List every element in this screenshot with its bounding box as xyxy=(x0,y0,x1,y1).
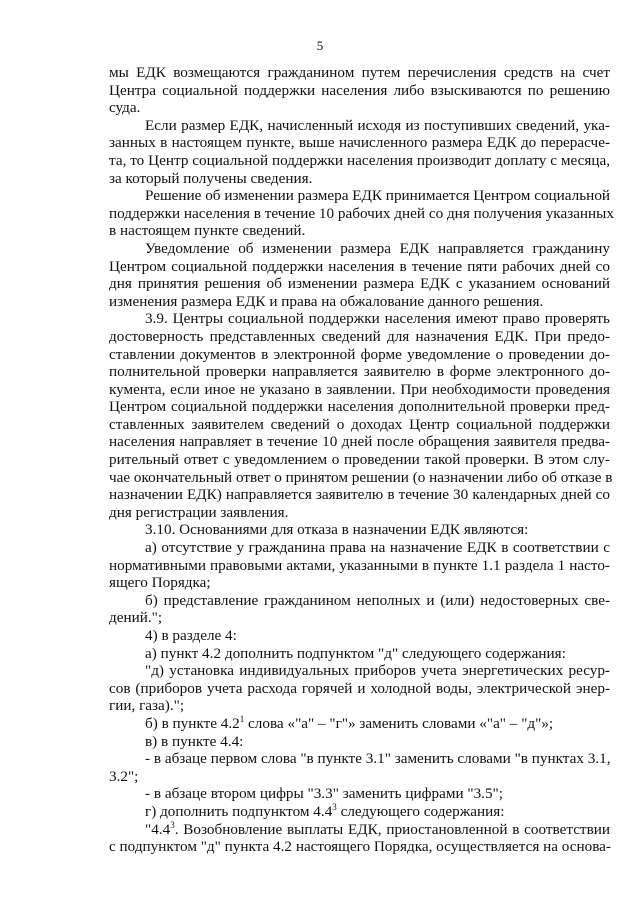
line-text: рительный ответ с уведомлением о проведении такой проверки. В этом слу- xyxy=(109,451,610,469)
text-line xyxy=(109,433,610,451)
line-text: суда. xyxy=(109,99,141,117)
text-line xyxy=(109,539,610,557)
page-number: 5 xyxy=(316,38,324,53)
line-text: а) пункт 4.2 дополнить подпунктом "д" следующего содержания: xyxy=(145,644,566,662)
line-text: Если размер ЕДК, начисленный исходя из поступивших сведений, ука- xyxy=(145,116,610,134)
text-line xyxy=(109,821,610,839)
text-line xyxy=(109,346,610,364)
text-line xyxy=(109,662,610,680)
text-line xyxy=(109,557,610,575)
line-text: 3.2"; xyxy=(109,767,139,785)
line-text: ставленных заявителем сведений о доходах Центр социальной поддержки xyxy=(109,415,610,433)
text-line xyxy=(109,592,610,610)
line-text: "д) установка индивидуальных приборов учета энергетических ресур- xyxy=(145,662,610,680)
line-text: с подпунктом "д" пункта 4.2 настоящего Порядка, осуществляется на основа- xyxy=(109,838,611,856)
line-text: - в абзаце втором цифры "3.3" заменить цифрами "3.5"; xyxy=(145,785,503,803)
text-line xyxy=(109,381,610,399)
text-line xyxy=(109,768,610,786)
line-text: ставлении документов в электронной форме уведомление о проведении до- xyxy=(109,345,610,363)
text-line xyxy=(109,134,610,152)
text-line xyxy=(109,398,610,416)
text-line xyxy=(109,240,610,258)
text-line xyxy=(109,293,610,311)
text-line xyxy=(109,486,610,504)
superscript: 3 xyxy=(170,819,175,830)
line-text: 3.10. Основаниями для отказа в назначении ЕДК являются: xyxy=(145,521,529,539)
text-line xyxy=(109,170,610,188)
line-text: в настоящем пункте сведений. xyxy=(109,222,306,240)
line-text: "4.4 xyxy=(145,820,171,838)
line-text: нормативными правовыми актами, указанными в пункте 1.1 раздела 1 насто- xyxy=(109,556,610,574)
text-line xyxy=(109,680,610,698)
line-text: изменения размера ЕДК и права на обжалование данного решения. xyxy=(109,292,544,310)
text-line xyxy=(109,627,610,645)
line-text: 4) в разделе 4: xyxy=(145,627,237,644)
text-line xyxy=(109,82,610,100)
line-text-continued: слова «"а" – "г"» заменить словами «"а" – "д"»; xyxy=(244,714,554,732)
line-text: дня принятия решения об изменении размера ЕДК с указанием оснований xyxy=(109,275,610,293)
line-text: мы ЕДК возмещаются гражданином путем перечисления средств на счет xyxy=(109,64,610,81)
text-line xyxy=(109,609,610,627)
line-text: б) представление гражданином неполных и (или) недостоверных све- xyxy=(145,591,610,609)
text-line xyxy=(109,187,610,205)
text-line xyxy=(109,715,610,733)
line-text: за который получены сведения. xyxy=(109,169,313,187)
line-text: г) дополнить подпунктом 4.4 xyxy=(145,802,333,820)
text-line xyxy=(109,521,610,539)
text-line xyxy=(109,117,610,135)
line-text: чае окончательный ответ о принятом решении (о назначении либо об отказе в xyxy=(109,468,613,486)
superscript: 3 xyxy=(332,801,337,812)
line-text: та, то Центр социальной поддержки населения производит доплату с месяца, xyxy=(109,151,610,169)
text-line xyxy=(109,697,610,715)
line-text-continued: . Возобновление выплаты ЕДК, приостановленной в соответствии xyxy=(174,820,610,838)
text-line xyxy=(109,152,610,170)
text-line xyxy=(109,574,610,592)
text-line xyxy=(109,416,610,434)
text-line xyxy=(109,328,610,346)
text-line xyxy=(109,451,610,469)
text-line xyxy=(109,504,610,522)
line-text: достоверность представленных сведений для назначения ЕДК. При предо- xyxy=(109,327,610,345)
text-line xyxy=(109,222,610,240)
text-line xyxy=(109,275,610,293)
text-line xyxy=(109,363,610,381)
line-text: Решение об изменении размера ЕДК принимается Центром социальной xyxy=(145,187,611,205)
line-text: б) в пункте 4.2 xyxy=(145,714,240,732)
text-line xyxy=(109,204,614,223)
line-text: Центром социальной поддержки населения в течение пяти рабочих дней со xyxy=(109,257,610,275)
line-text: гии, газа)."; xyxy=(109,697,185,715)
text-line xyxy=(109,838,610,856)
line-text: полнительной проверки направляется заявителю в форме электронного до- xyxy=(109,363,610,381)
text-line xyxy=(109,645,610,663)
text-line xyxy=(109,64,610,82)
line-text: Центра социальной поддержки населения либо взыскиваются по решению xyxy=(109,81,610,99)
line-text: занных в настоящем пункте, выше начисленного размера ЕДК до перерасче- xyxy=(109,134,610,152)
line-text: населения направляет в течение 10 дней после обращения заявителя предва- xyxy=(109,433,610,451)
superscript: 1 xyxy=(239,713,245,724)
text-line xyxy=(109,99,610,117)
line-text: дений."; xyxy=(109,609,163,627)
line-text: в) в пункте 4.4: xyxy=(145,732,244,750)
line-text: сов (приборов учета расхода горячей и холодной воды, электрической энер- xyxy=(109,679,610,697)
text-line xyxy=(109,310,610,328)
line-text: кумента, если иное не указано в заявлении. При необходимости проведения xyxy=(109,380,610,398)
line-text: дня регистрации заявления. xyxy=(109,503,289,521)
text-line xyxy=(109,733,610,751)
line-text: Уведомление об изменении размера ЕДК направляется гражданину xyxy=(145,239,610,257)
line-text: а) отсутствие у гражданина права на назначение ЕДК в соответствии с xyxy=(145,539,610,557)
line-text: - в абзаце первом слова "в пункте 3.1" заменить словами "в пунктах 3.1, xyxy=(145,750,611,768)
text-line xyxy=(109,258,610,276)
text-line xyxy=(109,785,610,803)
text-line xyxy=(109,750,610,768)
line-text: 3.9. Центры социальной поддержки населения имеют право проверять xyxy=(145,310,610,328)
line-text: Центром социальной поддержки населения дополнительной проверки пред- xyxy=(109,398,610,416)
text-line xyxy=(109,803,610,821)
text-line xyxy=(109,468,613,487)
line-text: ящего Порядка; xyxy=(109,574,211,592)
line-text: назначении ЕДК) направляется заявителю в течение 30 календарных дней со xyxy=(109,486,610,504)
document-body xyxy=(109,64,614,856)
line-text: поддержки населения в течение 10 рабочих дней со дня получения указанных xyxy=(109,204,614,222)
line-text-continued: следующего содержания: xyxy=(336,802,505,820)
